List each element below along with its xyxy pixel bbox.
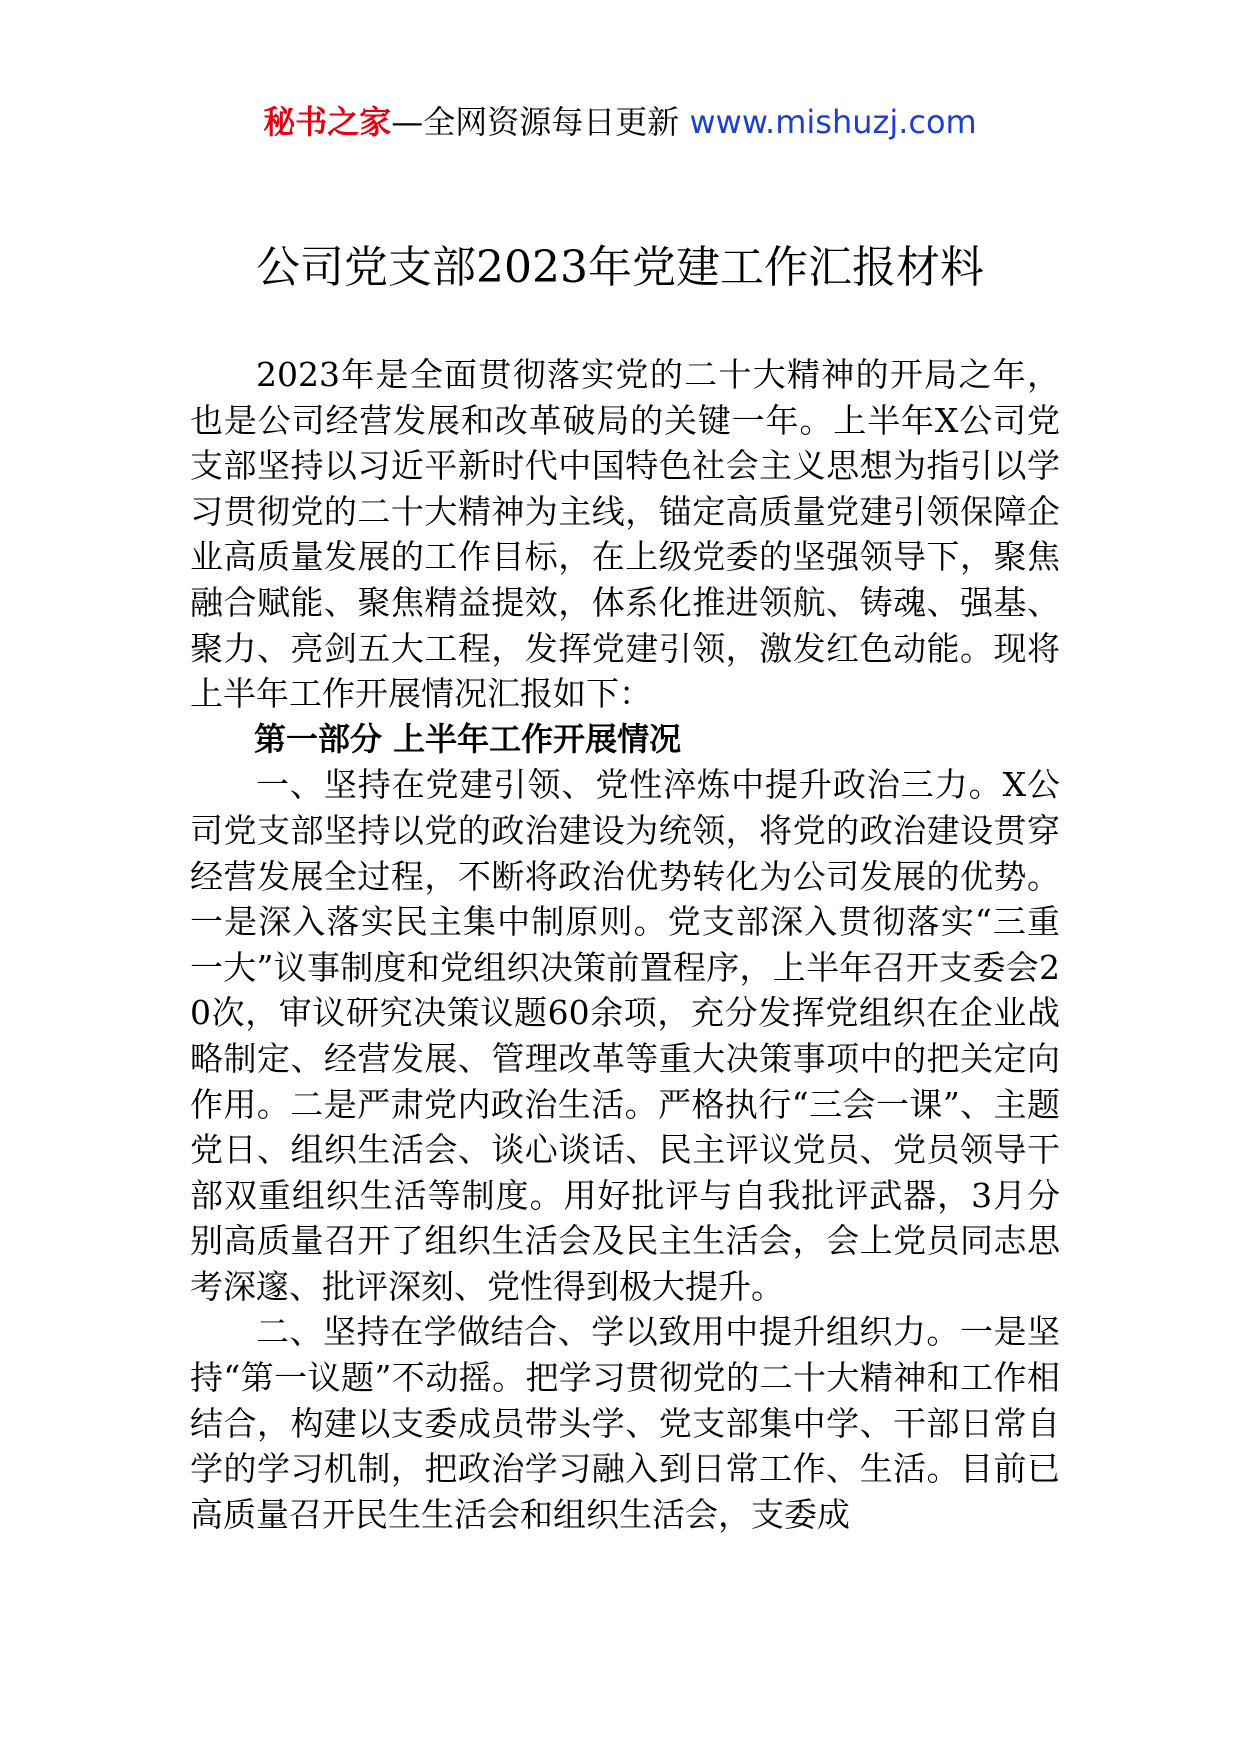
paragraph-organizational-strength: 二、坚持在学做结合、学以致用中提升组织力。一是坚持“第一议题”不动摇。把学习贯彻党的二十大精神和工作相结合，构建以支委成员带头学、党支部集中学、干部日常自学的学习机制，把政治学习融入到日常工作、生活。目前已高质量召开民生生活会和组织生活会，支委成 bbox=[190, 1312, 1060, 1534]
paragraph-political-leadership: 一、坚持在党建引领、党性淬炼中提升政治三力。X公司党支部坚持以党的政治建设为统领，将党的政治建设贯穿经营发展全过程，不断将政治优势转化为公司发展的优势。一是深入落实民主集中制原则。党支部深入贯彻落实“三重一大”议事制度和党组织决策前置程序，上半年召开支委会20次，审议研究决策议题60余项，充分发挥党组织在企业战略制定、经营发展、管理改革等重大决策事项中的把关定向作用。二是严肃党内政治生活。严格执行“三会一课”、主题党日、组织生活会、谈心谈话、民主评议党员、党员领导干部双重组织生活等制度。用好批评与自我批评武器，3月分别高质量召开了组织生活会及民主生活会，会上党员同志思考深邃、批评深刻、党性得到极大提升。 bbox=[190, 765, 1060, 1306]
document-title: 公司党支部2023年党建工作汇报材料 bbox=[256, 242, 984, 293]
intro-paragraph: 2023年是全面贯彻落实党的二十大精神的开局之年，也是公司经营发展和改革破局的关键一年。上半年X公司党支部坚持以习近平新时代中国特色社会主义思想为指引以学习贯彻党的二十大精神为主线，锚定高质量党建引领保障企业高质量发展的工作目标，在上级党委的坚强领导下，聚焦融合赋能、聚焦精益提效，体系化推进领航、铸魂、强基、聚力、亮剑五大工程，发挥党建引领，激发红色动能。现将上半年工作开展情况汇报如下： bbox=[190, 355, 1060, 714]
site-tagline: —全网资源每日更新 bbox=[391, 103, 680, 141]
site-url-link[interactable]: www.mishuzj.com bbox=[689, 103, 977, 141]
site-banner bbox=[0, 100, 1240, 144]
section-heading-part-one: 第一部分 上半年工作开展情况 bbox=[254, 719, 682, 758]
document-body bbox=[190, 352, 1060, 1537]
site-brand: 秘书之家 bbox=[263, 103, 392, 141]
